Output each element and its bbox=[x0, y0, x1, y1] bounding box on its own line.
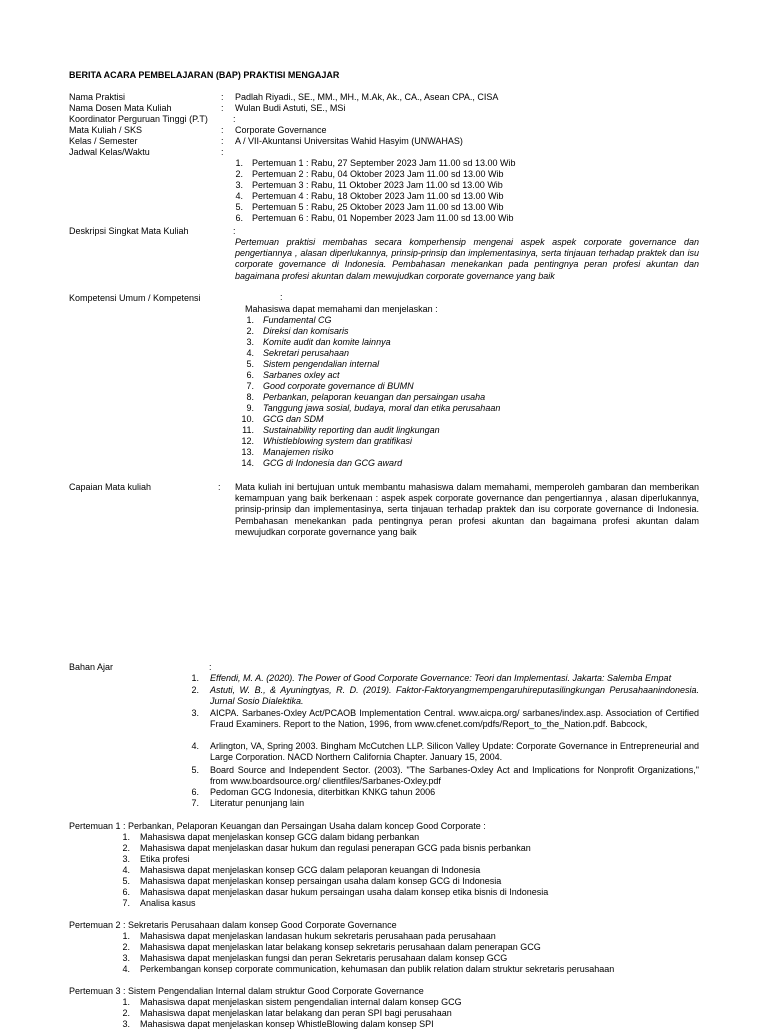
field-value-kelas: A / VII-Akuntansi Universitas Wahid Hasyim (UNWAHAS) bbox=[235, 136, 463, 146]
list-item: Mahasiswa dapat menjelaskan fungsi dan peran Sekretaris perusahaan dalam konsep GCG bbox=[140, 953, 508, 963]
schedule-item: Pertemuan 6 : Rabu, 01 Nopember 2023 Jam 11.00 sd 13.00 Wib bbox=[252, 213, 514, 223]
field-colon: : bbox=[218, 482, 221, 492]
list-number: 12. bbox=[241, 436, 254, 446]
list-item: Perbankan, pelaporan keuangan dan persaingan usaha bbox=[263, 392, 486, 402]
list-item: Whistleblowing system dan gratifikasi bbox=[263, 436, 413, 446]
list-item: Pedoman GCG Indonesia, diterbitkan KNKG tahun 2006 bbox=[210, 787, 436, 797]
list-number: 2. bbox=[246, 326, 254, 336]
list-item: Sistem pengendalian internal bbox=[263, 359, 380, 369]
list-number: 9. bbox=[246, 403, 254, 413]
list-item: Astuti, W. B., & Ayuningtyas, R. D. (2019). Faktor-Faktoryangmempengaruhireputasilingkungan Perusahaanindonesia. Jurnal Sosio Dialektika. bbox=[210, 685, 699, 707]
list-number: 10. bbox=[241, 414, 254, 424]
list-number: 4. bbox=[191, 741, 199, 751]
field-colon: : bbox=[221, 136, 224, 146]
list-number: 4. bbox=[122, 964, 130, 974]
list-number: 5. bbox=[235, 202, 243, 212]
field-value-nama-praktisi: Padlah Riyadi., SE., MM., MH., M.Ak, Ak., CA., Asean CPA., CISA bbox=[235, 92, 499, 102]
list-item: GCG dan SDM bbox=[263, 414, 324, 424]
pertemuan-3-title: Pertemuan 3 : Sistem Pengendalian Internal dalam struktur Good Corporate Governance bbox=[69, 986, 424, 996]
list-number: 1. bbox=[122, 931, 130, 941]
list-item: Etika profesi bbox=[140, 854, 190, 864]
list-item: Mahasiswa dapat menjelaskan konsep GCG dalam bidang perbankan bbox=[140, 832, 420, 842]
list-number: 6. bbox=[122, 887, 130, 897]
list-item: Komite audit dan komite lainnya bbox=[263, 337, 391, 347]
list-number: 1. bbox=[122, 997, 130, 1007]
list-number: 5. bbox=[191, 765, 199, 775]
field-label-nama-praktisi: Nama Praktisi bbox=[69, 92, 126, 102]
list-number: 2. bbox=[235, 169, 243, 179]
list-number: 7. bbox=[246, 381, 254, 391]
list-item: Good corporate governance di BUMN bbox=[263, 381, 414, 391]
list-number: 2. bbox=[122, 942, 130, 952]
list-item: Manajemen risiko bbox=[263, 447, 334, 457]
list-item: Fundamental CG bbox=[263, 315, 332, 325]
bahan-ajar-label: Bahan Ajar bbox=[69, 662, 114, 672]
list-number: 5. bbox=[122, 876, 130, 886]
field-colon: : bbox=[221, 103, 224, 113]
list-item: Mahasiswa dapat menjelaskan latar belakang konsep sekretaris perusahaan dalam penerapan GCG bbox=[140, 942, 541, 952]
schedule-item: Pertemuan 1 : Rabu, 27 September 2023 Jam 11.00 sd 13.00 Wib bbox=[252, 158, 516, 168]
schedule-item: Pertemuan 2 : Rabu, 04 Oktober 2023 Jam 11.00 sd 13.00 Wib bbox=[252, 169, 504, 179]
pertemuan-1-title: Pertemuan 1 : Perbankan, Pelaporan Keuangan dan Persaingan Usaha dalam koncep Good Corporate : bbox=[69, 821, 486, 831]
capaian-text: Mata kuliah ini bertujuan untuk membantu mahasiswa dalam memahami, memperoleh gambaran dan memberikan kemampuan yang baik berkenaan : aspek aspek corporate governance dan pengertiannya , alasan diperlukannya, prinsip-prinsip dan implementasinya, serta tinjauan terhadap praktek dan isu corporate governance di Indonesia. Pembahasan menekankan pada pentingnya peran profesi akuntan dan bagaimana profesi akuntan dalam mewujudkan corporate governance yang baik bbox=[235, 482, 699, 537]
schedule-item: Pertemuan 4 : Rabu, 18 Oktober 2023 Jam 11.00 sd 13.00 Wib bbox=[252, 191, 504, 201]
list-item: Literatur penunjang lain bbox=[210, 798, 305, 808]
list-item: Mahasiswa dapat menjelaskan sistem pengendalian internal dalam konsep GCG bbox=[140, 997, 462, 1007]
list-number: 2. bbox=[122, 1008, 130, 1018]
list-number: 13. bbox=[241, 447, 254, 457]
list-item: GCG di Indonesia dan GCG award bbox=[263, 458, 403, 468]
list-number: 2. bbox=[191, 685, 199, 695]
list-item: Tanggung jawa sosial, budaya, moral dan etika perusahaan bbox=[263, 403, 501, 413]
list-number: 6. bbox=[235, 213, 243, 223]
list-number: 3. bbox=[122, 1019, 130, 1029]
list-item: AICPA. Sarbanes-Oxley Act/PCAOB Implementation Central. www.aicpa.org/ sarbanes/index.asp. Association of Certified Fraud Examiners. Report to the Nation, 1996, from www.cfenet.com/pdfs/Report_to_the_Nation.pdf. Babcock, bbox=[210, 708, 699, 730]
field-colon: : bbox=[221, 92, 224, 102]
list-number: 1. bbox=[122, 832, 130, 842]
list-item: Mahasiswa dapat menjelaskan konsep GCG dalam pelaporan keuangan di Indonesia bbox=[140, 865, 481, 875]
field-colon: : bbox=[221, 147, 224, 157]
field-colon: : bbox=[233, 114, 236, 124]
field-colon: : bbox=[233, 226, 236, 236]
list-number: 11. bbox=[242, 425, 254, 435]
field-label-koordinator: Koordinator Perguruan Tinggi (P.T) bbox=[69, 114, 208, 124]
capaian-label: Capaian Mata kuliah bbox=[69, 482, 152, 492]
list-number: 14. bbox=[241, 458, 254, 468]
list-number: 2. bbox=[122, 843, 130, 853]
list-number: 7. bbox=[122, 898, 130, 908]
list-item: Mahasiswa dapat menjelaskan latar belakang dan peran SPI bagi perusahaan bbox=[140, 1008, 452, 1018]
list-number: 3. bbox=[122, 953, 130, 963]
list-number: 4. bbox=[246, 348, 254, 358]
list-number: 5. bbox=[246, 359, 254, 369]
list-item: Mahasiswa dapat menjelaskan landasan hukum sekretaris perusahaan pada perusahaan bbox=[140, 931, 496, 941]
list-number: 3. bbox=[246, 337, 254, 347]
list-number: 3. bbox=[235, 180, 243, 190]
list-number: 4. bbox=[235, 191, 243, 201]
list-item: Analisa kasus bbox=[140, 898, 196, 908]
list-number: 7. bbox=[191, 798, 199, 808]
document-title: BERITA ACARA PEMBELAJARAN (BAP) PRAKTISI MENGAJAR bbox=[69, 70, 340, 80]
field-label-jadwal: Jadwal Kelas/Waktu bbox=[69, 147, 150, 157]
field-colon: : bbox=[209, 662, 212, 672]
list-item: Mahasiswa dapat menjelaskan konsep WhistleBlowing dalam konsep SPI bbox=[140, 1019, 434, 1029]
list-item: Sarbanes oxley act bbox=[263, 370, 340, 380]
list-item: Mahasiswa dapat menjelaskan konsep persaingan usaha dalam konsep GCG di Indonesia bbox=[140, 876, 502, 886]
list-number: 1. bbox=[246, 315, 254, 325]
list-item: Effendi, M. A. (2020). The Power of Good Corporate Governance: Teori dan Implementasi. Jakarta: Salemba Empat bbox=[210, 673, 672, 683]
kompetensi-intro: Mahasiswa dapat memahami dan menjelaskan : bbox=[245, 304, 438, 314]
list-item: Mahasiswa dapat menjelaskan dasar hukum persaingan usaha dalam konsep etika bisnis di Indonesia bbox=[140, 887, 549, 897]
pertemuan-2-title: Pertemuan 2 : Sekretaris Perusahaan dalam konsep Good Corporate Governance bbox=[69, 920, 397, 930]
field-colon: : bbox=[221, 125, 224, 135]
field-label-kelas: Kelas / Semester bbox=[69, 136, 138, 146]
field-colon: : bbox=[280, 292, 283, 302]
list-item: Sekretari perusahaan bbox=[263, 348, 350, 358]
deskripsi-text: Pertemuan praktisi membahas secara komperhensip mengenai aspek aspek corporate governance dan pengertiannya , alasan diperlukannya, prinsip-prinsip dan implementasinya, serta tinjauan terhadap praktek dan isu corporate governance di Indonesia. Pembahasan menekankan pada pentingnya peran profesi akuntan dan bagaimana profesi akuntan dalam mewujudkan corporate governance yang baik bbox=[235, 237, 699, 281]
schedule-item: Pertemuan 3 : Rabu, 11 Oktober 2023 Jam 11.00 sd 13.00 Wib bbox=[252, 180, 503, 190]
list-number: 1. bbox=[191, 673, 199, 683]
field-value-nama-dosen: Wulan Budi Astuti, SE., MSi bbox=[235, 103, 346, 113]
list-number: 6. bbox=[191, 787, 199, 797]
field-value-mata-kuliah: Corporate Governance bbox=[235, 125, 327, 135]
list-item: Board Source and Independent Sector. (2003). "The Sarbanes-Oxley Act and Implications for Nonprofit Organizations," from www.boardsource.org/ clientfiles/Sarbanes-Oxley.pdf bbox=[210, 765, 699, 787]
list-item: Arlington, VA, Spring 2003. Bingham McCutchen LLP. Silicon Valley Update: Corporate Governance in Entrepreneurial and Large Corporation. NACD Northern California Chapter. January 15, 2004. bbox=[210, 741, 699, 763]
schedule-item: Pertemuan 5 : Rabu, 25 Oktober 2023 Jam 11.00 sd 13.00 Wib bbox=[252, 202, 504, 212]
list-number: 4. bbox=[122, 865, 130, 875]
field-label-mata-kuliah: Mata Kuliah / SKS bbox=[69, 125, 143, 135]
list-item: Direksi dan komisaris bbox=[263, 326, 349, 336]
list-number: 8. bbox=[246, 392, 254, 402]
kompetensi-label: Kompetensi Umum / Kompetensi bbox=[69, 293, 201, 303]
list-item: Perkembangan konsep corporate communication, kehumasan dan publik relation dalam struktur sekretaris perusahaan bbox=[140, 964, 615, 974]
list-item: Mahasiswa dapat menjelaskan dasar hukum dan regulasi penerapan GCG pada bisnis perbankan bbox=[140, 843, 531, 853]
list-number: 6. bbox=[246, 370, 254, 380]
list-number: 3. bbox=[191, 708, 199, 718]
list-item: Sustainability reporting dan audit lingkungan bbox=[263, 425, 440, 435]
list-number: 1. bbox=[235, 158, 243, 168]
list-number: 3. bbox=[122, 854, 130, 864]
field-label-nama-dosen: Nama Dosen Mata Kuliah bbox=[69, 103, 172, 113]
deskripsi-label: Deskripsi Singkat Mata Kuliah bbox=[69, 226, 189, 236]
